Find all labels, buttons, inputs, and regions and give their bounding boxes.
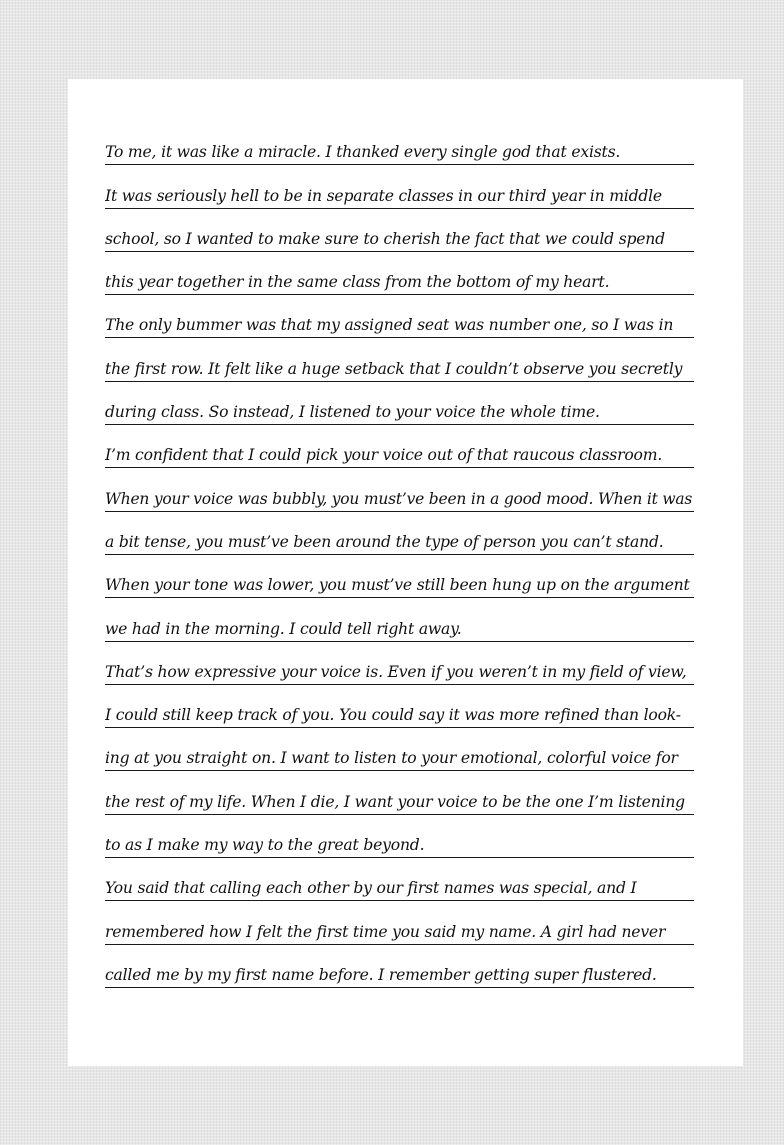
line-text: When your voice was bubbly, you must’ve been in a good mood. When it was <box>105 489 693 508</box>
line-text: remembered how I felt the first time you said my name. A girl had never <box>105 922 666 941</box>
line-text: You said that calling each other by our first names was special, and I <box>105 879 637 898</box>
ruled-text-block <box>105 122 694 988</box>
text-line <box>105 165 694 208</box>
text-line <box>105 901 694 944</box>
text-line <box>105 771 694 814</box>
line-text: When your tone was lower, you must’ve still been hung up on the argument <box>105 576 690 595</box>
line-text: To me, it was like a miracle. I thanked every single god that exists. <box>105 143 621 162</box>
text-line <box>105 252 694 295</box>
line-text: I could still keep track of you. You could say it was more refined than look- <box>105 706 681 725</box>
line-text: ing at you straight on. I want to listen to your emotional, colorful voice for <box>105 749 678 768</box>
text-line <box>105 425 694 468</box>
text-line <box>105 512 694 555</box>
line-text: That’s how expressive your voice is. Even if you weren’t in my field of view, <box>105 662 687 681</box>
text-line <box>105 598 694 641</box>
line-text: I’m confident that I could pick your voice out of that raucous classroom. <box>105 446 663 465</box>
line-text: to as I make my way to the great beyond. <box>105 836 425 855</box>
line-text: called me by my first name before. I remember getting super flustered. <box>105 965 657 984</box>
text-line <box>105 468 694 511</box>
line-text: the first row. It felt like a huge setback that I couldn’t observe you secretly <box>105 359 683 378</box>
text-line <box>105 642 694 685</box>
line-text: school, so I wanted to make sure to cherish the fact that we could spend <box>105 229 665 248</box>
text-line <box>105 555 694 598</box>
text-line <box>105 685 694 728</box>
text-line <box>105 858 694 901</box>
text-line <box>105 209 694 252</box>
text-line <box>105 122 694 165</box>
text-line <box>105 382 694 425</box>
line-text: we had in the morning. I could tell right away. <box>105 619 462 638</box>
text-line <box>105 815 694 858</box>
line-text: during class. So instead, I listened to your voice the whole time. <box>105 403 600 422</box>
text-line <box>105 295 694 338</box>
text-line <box>105 945 694 988</box>
text-line <box>105 728 694 771</box>
text-line <box>105 338 694 381</box>
line-text: the rest of my life. When I die, I want your voice to be the one I’m listening <box>105 792 685 811</box>
line-text: a bit tense, you must’ve been around the type of person you can’t stand. <box>105 532 664 551</box>
line-text: The only bummer was that my assigned seat was number one, so I was in <box>105 316 674 335</box>
line-text: It was seriously hell to be in separate classes in our third year in middle <box>105 186 662 205</box>
page-sheet <box>68 79 743 1066</box>
line-text: this year together in the same class from the bottom of my heart. <box>105 273 610 292</box>
